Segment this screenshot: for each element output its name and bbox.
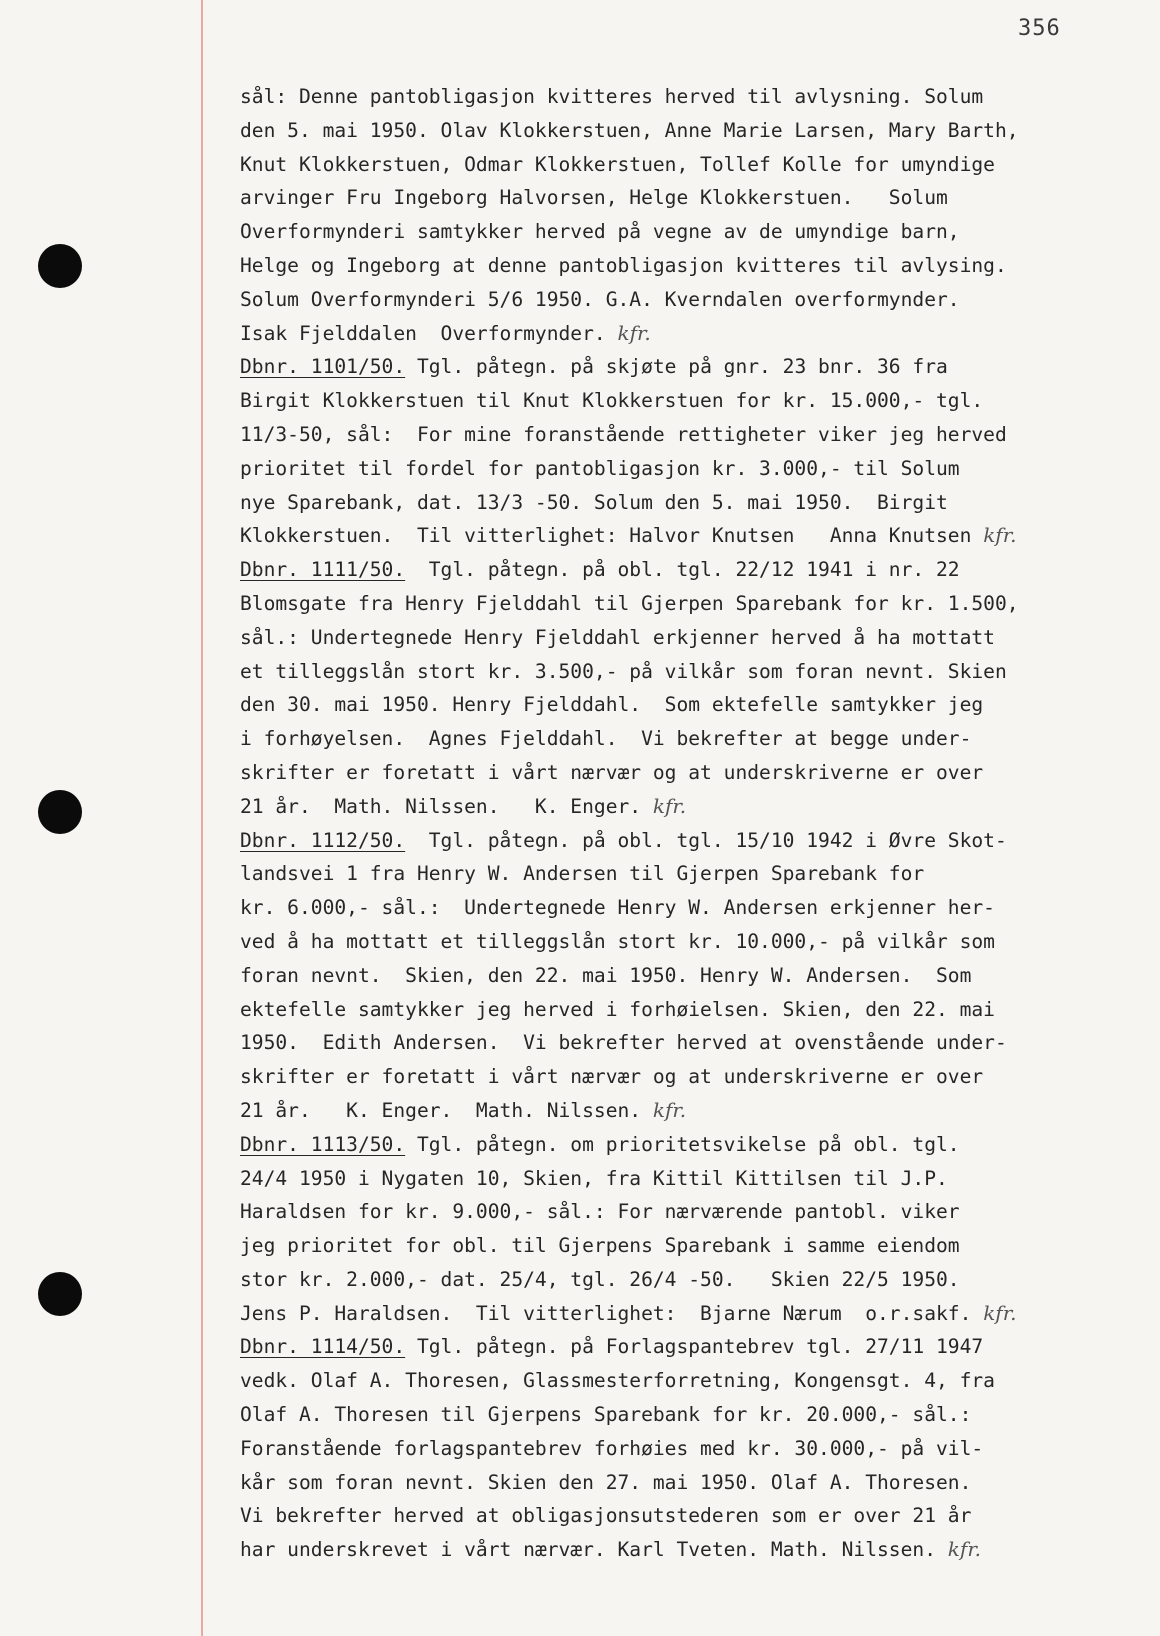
text-line	[240, 1297, 1140, 1331]
page-number: 356	[1018, 16, 1061, 41]
line-text: skrifter er foretatt i vårt nærvær og at underskriverne er over	[240, 760, 984, 784]
text-line	[240, 1432, 1140, 1466]
text-line	[240, 925, 1140, 959]
text-line	[240, 317, 1140, 351]
punch-hole	[38, 244, 82, 288]
line-text: et tilleggslån stort kr. 3.500,- på vilkår som foran nevnt. Skien	[240, 659, 1007, 683]
text-line	[240, 553, 1140, 587]
text-line	[240, 1466, 1140, 1500]
text-line	[240, 114, 1140, 148]
text-line	[240, 384, 1140, 418]
line-text: nye Sparebank, dat. 13/3 -50. Solum den 5. mai 1950. Birgit	[240, 490, 948, 514]
text-line	[240, 1094, 1140, 1128]
text-line	[240, 1364, 1140, 1398]
text-line	[240, 1398, 1140, 1432]
line-text: har underskrevet i vårt nærvær. Karl Tveten. Math. Nilssen.	[240, 1538, 936, 1562]
line-text: sål: Denne pantobligasjon kvitteres herved til avlysning. Solum	[240, 85, 984, 108]
line-text: ektefelle samtykker jeg herved i forhøielsen. Skien, den 22. mai	[240, 997, 995, 1021]
typed-text-block	[240, 80, 1140, 1567]
line-text: Isak Fjelddalen Overformynder.	[240, 321, 606, 345]
text-line	[240, 959, 1140, 993]
text-line	[240, 722, 1140, 756]
line-text: stor kr. 2.000,- dat. 25/4, tgl. 26/4 -50. Skien 22/5 1950.	[240, 1267, 960, 1291]
punch-hole	[38, 1272, 82, 1316]
text-line	[240, 1060, 1140, 1094]
line-text: 24/4 1950 i Nygaten 10, Skien, fra Kittil Kittilsen til J.P.	[240, 1166, 948, 1190]
text-line	[240, 1195, 1140, 1229]
text-line	[240, 1229, 1140, 1263]
line-text: Vi bekrefter herved at obligasjonsutstederen som er over 21 år	[240, 1504, 972, 1528]
line-text: Tgl. påtegn. på skjøte på gnr. 23 bnr. 36 fra	[405, 355, 948, 379]
text-line	[240, 1499, 1140, 1533]
text-line	[240, 1330, 1140, 1364]
line-text: Overformynderi samtykker herved på vegne av de umyndige barn,	[240, 220, 960, 244]
line-text: 11/3-50, sål: For mine foranstående rettigheter viker jeg herved	[240, 422, 1007, 446]
line-text: foran nevnt. Skien, den 22. mai 1950. Henry W. Andersen. Som	[240, 963, 972, 987]
line-text: arvinger Fru Ingeborg Halvorsen, Helge Klokkerstuen. Solum	[240, 186, 948, 210]
text-line	[240, 993, 1140, 1027]
text-line	[240, 283, 1140, 317]
line-text: Solum Overformynderi 5/6 1950. G.A. Kverndalen overformynder.	[240, 287, 960, 311]
line-text: 1950. Edith Andersen. Vi bekrefter herved at ovenstående under-	[240, 1031, 1007, 1055]
line-text: kår som foran nevnt. Skien den 27. mai 1950. Olaf A. Thoresen.	[240, 1470, 972, 1494]
text-line	[240, 418, 1140, 452]
text-line	[240, 486, 1140, 520]
text-line	[240, 452, 1140, 486]
entry-reference: Dbnr. 1114/50.	[240, 1335, 406, 1359]
line-text: ved å ha mottatt et tilleggslån stort kr. 10.000,- på vilkår som	[240, 929, 995, 953]
line-text: Jens P. Haraldsen. Til vitterlighet: Bjarne Nærum o.r.sakf.	[240, 1301, 972, 1325]
line-text: Tgl. påtegn. om prioritetsvikelse på obl. tgl.	[405, 1132, 960, 1156]
handwritten-initials: kfr.	[652, 793, 687, 818]
line-text: Helge og Ingeborg at denne pantobligasjon kvitteres til avlysing.	[240, 253, 1007, 277]
text-line	[240, 1533, 1140, 1567]
text-line	[240, 148, 1140, 182]
text-line	[240, 621, 1140, 655]
line-text: Tgl. påtegn. på obl. tgl. 22/12 1941 i nr. 22	[405, 558, 960, 582]
handwritten-initials: kfr.	[617, 320, 651, 345]
text-line	[240, 1026, 1140, 1060]
entry-reference: Dbnr. 1101/50.	[240, 355, 406, 379]
line-text: Knut Klokkerstuen, Odmar Klokkerstuen, Tollef Kolle for umyndige	[240, 152, 995, 176]
line-text: landsvei 1 fra Henry W. Andersen til Gjerpen Sparebank for	[240, 862, 925, 886]
text-line	[240, 587, 1140, 621]
text-line	[240, 1162, 1140, 1196]
entry-reference: Dbnr. 1112/50.	[240, 828, 406, 852]
text-line	[240, 80, 1140, 114]
line-text: den 5. mai 1950. Olav Klokkerstuen, Anne Marie Larsen, Mary Barth,	[240, 118, 1019, 142]
line-text: i forhøyelsen. Agnes Fjelddahl. Vi bekrefter at begge under-	[240, 727, 972, 751]
line-text: 21 år. Math. Nilssen. K. Enger.	[240, 794, 642, 818]
line-text: Tgl. påtegn. på obl. tgl. 15/10 1942 i Øvre Skot-	[405, 828, 1007, 852]
text-line	[240, 249, 1140, 283]
text-line	[240, 1263, 1140, 1297]
entry-reference: Dbnr. 1111/50.	[240, 558, 406, 582]
line-text: prioritet til fordel for pantobligasjon kr. 3.000,- til Solum	[240, 456, 960, 480]
line-text: vedk. Olaf A. Thoresen, Glassmesterforretning, Kongensgt. 4, fra	[240, 1369, 995, 1393]
line-text: Tgl. påtegn. på Forlagspantebrev tgl. 27/11 1947	[405, 1335, 984, 1359]
text-line	[240, 688, 1140, 722]
text-line	[240, 655, 1140, 689]
text-line	[240, 181, 1140, 215]
text-line	[240, 215, 1140, 249]
text-line	[240, 857, 1140, 891]
punch-hole	[38, 790, 82, 834]
line-text: Foranstående forlagspantebrev forhøies med kr. 30.000,- på vil-	[240, 1436, 984, 1460]
line-text: sål.: Undertegnede Henry Fjelddahl erkjenner herved å ha mottatt	[240, 625, 995, 649]
line-text: jeg prioritet for obl. til Gjerpens Sparebank i samme eiendom	[240, 1234, 960, 1258]
handwritten-initials: kfr.	[652, 1097, 687, 1122]
text-line	[240, 790, 1140, 824]
text-line	[240, 1128, 1140, 1162]
text-line	[240, 824, 1140, 858]
text-line	[240, 350, 1140, 384]
line-text: den 30. mai 1950. Henry Fjelddahl. Som ektefelle samtykker jeg	[240, 693, 984, 717]
entry-reference: Dbnr. 1113/50.	[240, 1132, 406, 1156]
line-text: Olaf A. Thoresen til Gjerpens Sparebank for kr. 20.000,- sål.:	[240, 1403, 972, 1427]
handwritten-initials: kfr.	[983, 523, 1017, 548]
handwritten-initials: kfr.	[947, 1537, 982, 1562]
line-text: kr. 6.000,- sål.: Undertegnede Henry W. Andersen erkjenner her-	[240, 896, 995, 920]
line-text: skrifter er foretatt i vårt nærvær og at underskriverne er over	[240, 1065, 984, 1089]
text-line	[240, 519, 1140, 553]
text-line	[240, 756, 1140, 790]
line-text: 21 år. K. Enger. Math. Nilssen.	[240, 1098, 642, 1122]
line-text: Blomsgate fra Henry Fjelddahl til Gjerpen Sparebank for kr. 1.500,	[240, 591, 1019, 615]
margin-rule	[201, 0, 203, 1636]
line-text: Klokkerstuen. Til vitterlighet: Halvor Knutsen Anna Knutsen	[240, 524, 972, 548]
text-line	[240, 891, 1140, 925]
line-text: Birgit Klokkerstuen til Knut Klokkerstuen for kr. 15.000,- tgl.	[240, 389, 984, 413]
handwritten-initials: kfr.	[983, 1300, 1017, 1325]
line-text: Haraldsen for kr. 9.000,- sål.: For nærværende pantobl. viker	[240, 1200, 960, 1224]
